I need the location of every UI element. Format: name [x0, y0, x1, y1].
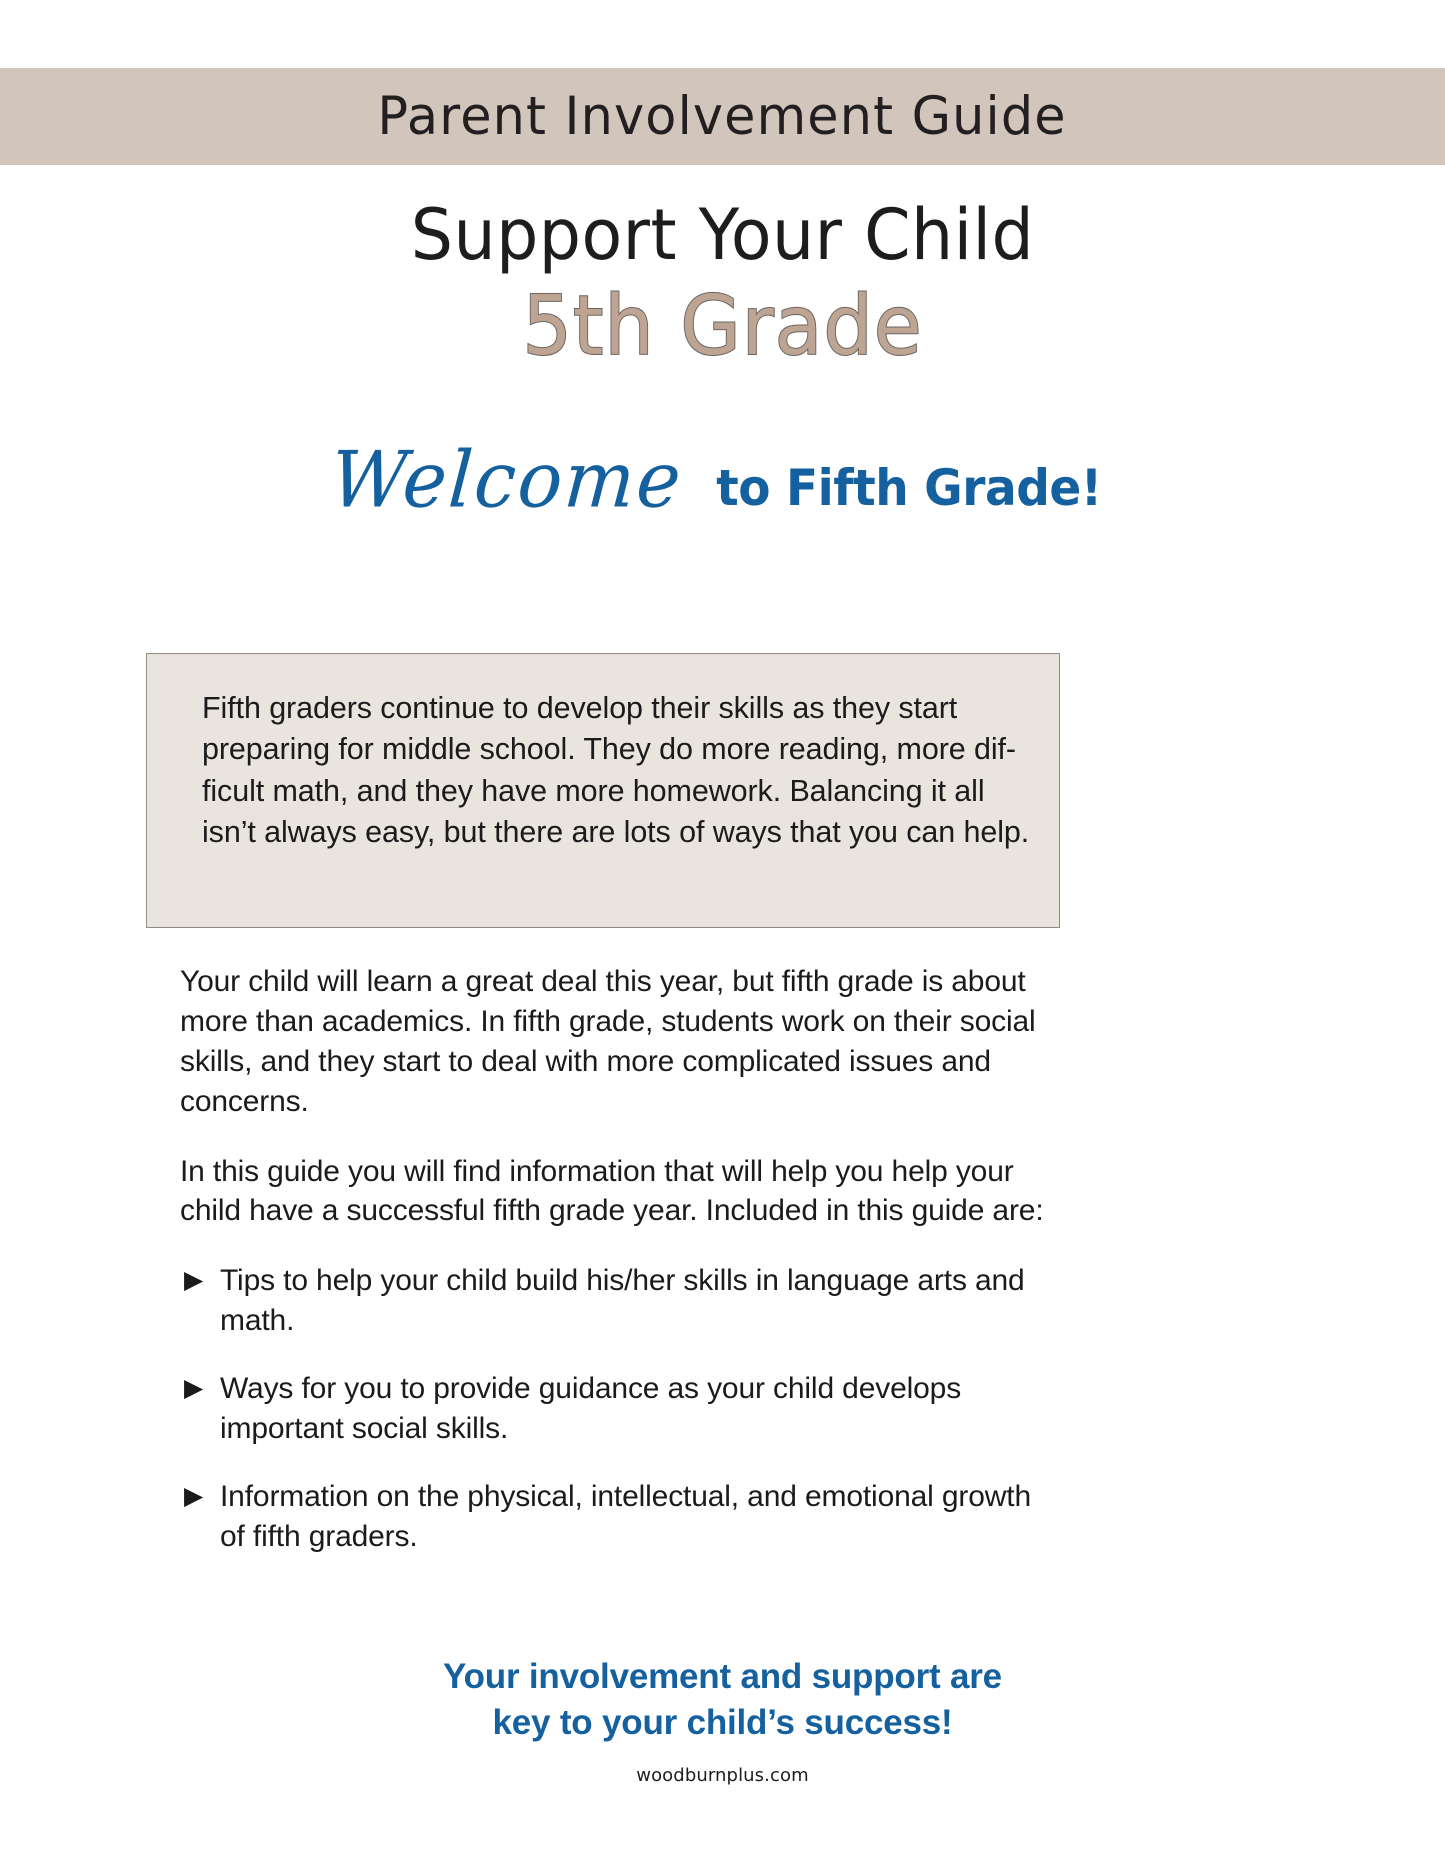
triangle-bullet-icon: ▶	[184, 1266, 204, 1295]
body-paragraph-1: Your child will learn a great deal this year, but fifth grade is about more than academics. In fifth grade, students work on their social skills, and they start to deal with more complicated issues and concerns.	[180, 965, 1036, 1118]
list-item	[180, 1261, 1060, 1341]
closing-tagline	[0, 1654, 1445, 1746]
page-title: Support Your Child	[410, 194, 1035, 276]
triangle-bullet-icon: ▶	[184, 1481, 204, 1510]
grade-title: 5th Grade	[522, 279, 923, 375]
intro-callout-text: Fifth graders continue to develop their skills as they start preparing for middle school. They do more reading, more dif-ficult math, and they have more homework. Balancing it all isn’t always easy, but there are lots of ways that you can help.	[202, 691, 1030, 850]
guide-contents-list	[180, 1261, 1060, 1556]
tagline-line-1: Your involvement and support are	[443, 1657, 1002, 1696]
body-paragraph-2: In this guide you will find information that will help you help your child have a successful fifth grade year. Included in this guide are:	[180, 1154, 1044, 1228]
list-item-label: Ways for you to provide guidance as your child develops important social skills.	[220, 1372, 962, 1446]
list-item	[180, 1369, 1060, 1449]
triangle-bullet-icon: ▶	[184, 1374, 204, 1403]
tagline-line-2: key to your child’s success!	[492, 1703, 953, 1743]
header-band	[0, 68, 1445, 165]
list-item-label: Information on the physical, intellectual, and emotional growth of fifth graders.	[220, 1479, 1032, 1553]
welcome-line	[0, 434, 1445, 526]
body-content	[180, 962, 1060, 1585]
footer-source: woodburnplus.com	[636, 1765, 809, 1786]
list-item-label: Tips to help your child build his/her skills in language arts and math.	[220, 1264, 1025, 1338]
welcome-script-word: Welcome	[327, 434, 686, 526]
page-header-title: Parent Involvement Guide	[377, 86, 1068, 147]
welcome-subtitle: to Fifth Grade!	[716, 459, 1102, 517]
title-block	[0, 196, 1445, 377]
list-item	[180, 1477, 1060, 1557]
intro-callout-box	[146, 653, 1060, 928]
